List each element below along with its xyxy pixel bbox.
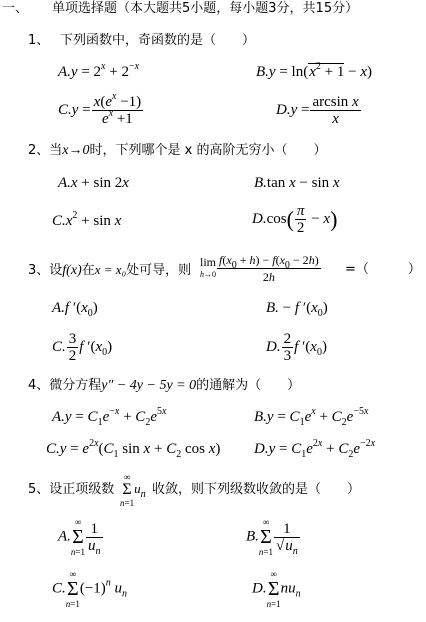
- q4-option-a: $A.y = C_1e^{-x} + C_2e^{5x}$: [52, 406, 167, 428]
- q4-option-d: $D.y = C_1e^{2x} + C_2e^{-2x}$: [254, 438, 376, 460]
- q4-stem: 4、微分方程y″ − 4y − 5y = 0的通解为（ ）: [28, 378, 301, 393]
- q1-option-a: $A.y = 2^x + 2^{-x}$: [58, 61, 140, 80]
- q3-stem-tail: =（ ）: [345, 262, 421, 277]
- q4-number: 4、: [28, 378, 50, 393]
- section-title: 单项选择题（本大题共5小题，每小题3分，共15分）: [52, 1, 359, 16]
- q3-option-a: A.f $'(x_0)$: [52, 300, 98, 319]
- q5-option-c: C. ∞ Σ n=1 $(-1)^n$ $u_n$: [52, 569, 128, 609]
- q5-stem-start: 5、设正项级数: [28, 482, 115, 497]
- q3-option-d: D. $\frac{2}{3}$ f $'(x_0)$: [266, 331, 327, 364]
- q5-stem-end: 收敛，则下列级数收敛的是（ ）: [152, 482, 361, 497]
- q5-number: 5、: [28, 482, 50, 497]
- q4-option-c: $C.y = e^{2x}(C_1$ $\sin x + C_2$ cos x): [46, 438, 221, 460]
- q2-number: 2、: [28, 143, 50, 158]
- q3-number: 3、: [28, 263, 50, 278]
- q3-limit-expression: lim h→0 $\frac{f(x_0 + h) - f(x_0 - 2h)}{2h}$: [200, 253, 319, 284]
- q2-option-d: D.cos( $\frac{\pi}{2}$ − x): [252, 203, 338, 236]
- q1-number: 1、: [28, 33, 50, 48]
- q5-option-b: B. ∞ Σ n=1 $\frac{1}{√u_n}$: [246, 517, 298, 557]
- q2-option-c: $C.x^2 + \sin x$: [52, 210, 122, 229]
- q3-stem: 3、设f(x)在x = x₀处可导，则: [28, 262, 192, 278]
- q1-option-d: D.y = $\frac{\text{arcsin x}}{x}$: [276, 94, 359, 127]
- q2-option-b: B.tan x − sin x: [254, 175, 340, 191]
- q1-option-b: $B.y = \ln(x^2 + 1 - x)$: [256, 61, 372, 80]
- q2-stem: 2、当x→0时，下列哪个是 x 的高阶无穷小（ ）: [28, 143, 327, 158]
- q1-option-c: C.y = $\frac{x(e^x -1)}{e^x +1}$: [58, 91, 142, 127]
- q4-option-b: $B.y = C_1e^x + C_2e^{-5x}$: [254, 406, 369, 428]
- q3-option-b: B. − f $'(x_0)$: [266, 300, 328, 319]
- q2-option-a: A.x + sin 2x: [58, 175, 129, 191]
- section-number: 一、: [2, 1, 29, 16]
- q5-option-a: A. ∞ Σ n=1 $\frac{1}{u_n}$: [58, 517, 101, 557]
- q5-option-d: D. ∞ Σ n=1 $nu_n$: [252, 569, 301, 609]
- q1-stem: 下列函数中，奇函数的是（ ）: [60, 33, 256, 48]
- q3-option-c: C. $\frac{3}{2}$ f $'(x_0)$: [52, 331, 113, 364]
- q5-stem-series: ∞ Σ n=1 $u_n$: [120, 472, 146, 508]
- q2-stem-math: x→0: [62, 143, 90, 158]
